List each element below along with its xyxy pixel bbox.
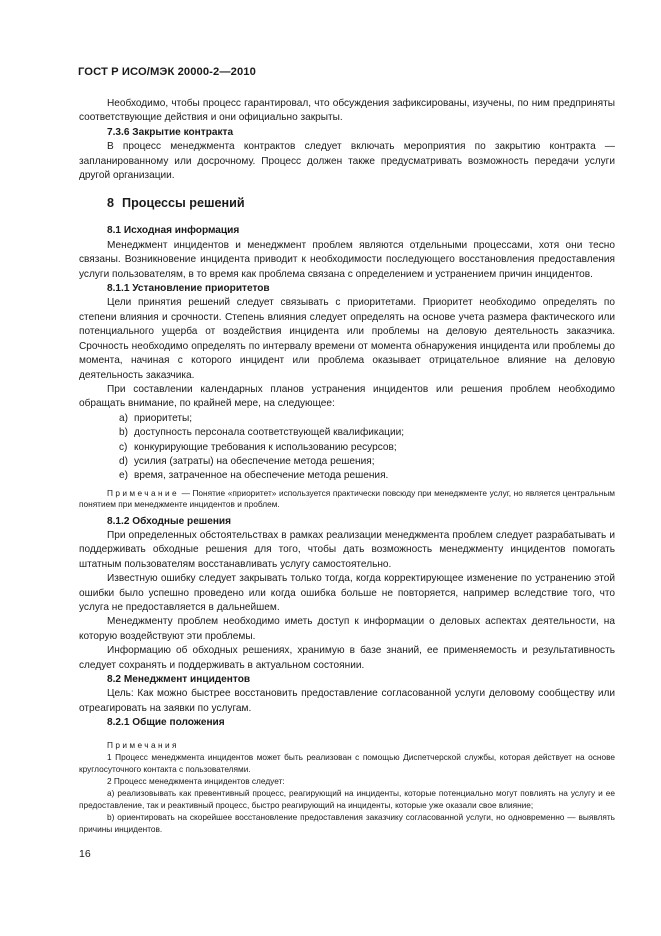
paragraph: Менеджменту проблем необходимо иметь доступ к информации о деловых аспектах деятельности, на которую воздействуют эти проблемы.: [79, 616, 615, 642]
list-item: [79, 469, 615, 483]
clause-heading: 8.1.2 Обходные решения: [107, 515, 232, 527]
list-item: [79, 455, 615, 469]
clause-heading: 8.1.1 Установление приоритетов: [107, 283, 270, 295]
paragraph: При составлении календарных планов устранения инцидентов или решения проблем необходимо обращать внимание, по крайней мере, на следующее:: [79, 383, 615, 410]
list-item-text: доступность персонала соответствующей квалификации;: [134, 427, 405, 439]
list-item-text: приоритеты;: [134, 412, 193, 424]
section-number: 8: [107, 196, 115, 211]
list-item: [79, 412, 615, 426]
list-item: [79, 426, 615, 440]
document-body: [79, 97, 615, 835]
clause-heading: 8.2 Менеджмент инцидентов: [107, 674, 251, 686]
paragraph: Известную ошибку следует закрывать только тогда, когда корректирующее изменение по устранению этой ошибки было успешно проведено или когда ошибка больше не повторяется, например вследствие того, что услуга не предоставляется в дальнейшем.: [79, 573, 615, 613]
clause-heading: 7.3.6 Закрытие контракта: [107, 126, 234, 138]
paragraph: В процесс менеджмента контрактов следует включать мероприятия по закрытию контракта — запланированному или досрочному. Процесс должен также предусматривать возможность передачи услуги другой организации.: [79, 141, 615, 182]
list-item: [79, 441, 615, 455]
note-item: 1 Процесс менеджмента инцидентов может быть реализован с помощью Диспетчерской службы, которая действует на основе круглосуточного контакта с пользователями.: [79, 751, 615, 774]
note-item: а) реализовывать как превентивный процесс, реагирующий на инциденты, которые потенциально могут повлиять на услугу и ее предоставление, так и реактивный процесс, быстро реагирующий на инциденты, которые уже оказали свое влияние;: [79, 787, 615, 810]
paragraph: При определенных обстоятельствах в рамках реализации менеджмента проблем следует разрабатывать и поддерживать обходные решения для того, чтобы дать возможность менеджменту инцидентов помогать штатным пользователям восстанавливать услугу самостоятельно.: [79, 529, 615, 570]
running-header: ГОСТ Р ИСО/МЭК 20000-2—2010: [78, 66, 256, 78]
page-number: 16: [79, 848, 91, 860]
note-item: b) ориентировать на скорейшее восстановление предоставления заказчику согласованной услуги, но одновременно — выявлять причины инцидентов.: [79, 811, 615, 834]
list-marker: b): [119, 427, 128, 439]
note-item: 2 Процесс менеджмента инцидентов следует:: [107, 775, 285, 786]
note: [79, 488, 615, 511]
paragraph: Менеджмент инцидентов и менеджмент проблем являются отдельными процессами, хотя они тесно связаны. Возникновение инцидента приводит к необходимости последующего восстановления предоставления услуги пользователям, в то время как проблема связана с определением и устранением причин инцидентов.: [79, 239, 615, 280]
clause-heading: 8.2.1 Общие положения: [107, 717, 225, 729]
list-marker: e): [119, 470, 128, 482]
section-title: Процессы решений: [122, 196, 245, 211]
list-marker: a): [119, 412, 128, 424]
list-marker: d): [119, 455, 128, 467]
paragraph: Цели принятия решений следует связывать с приоритетами. Приоритет необходимо определять по степени влияния и срочности. Степень влияния следует определять на основе учета размера фактического или потенциального ущерба от воздействия инцидента или проблемы на деловую деятельность заказчика. Срочность необходимо определять по интервалу времени от момента обнаружения инцидента или проблемы до момента, начиная с которого инцидент или проблема оказывает отрицательное влияние на деловую деятельность заказчика.: [79, 297, 615, 381]
paragraph: Цель: Как можно быстрее восстановить предоставление согласованной услуги деловому сообществу или отреагировать на заявки по услугам.: [79, 688, 615, 714]
paragraph: Необходимо, чтобы процесс гарантировал, что обсуждения зафиксированы, изучены, по ним предприняты соответствующие действия и они официально закрыты.: [79, 98, 615, 124]
subsection-heading: 8.1 Исходная информация: [107, 225, 240, 237]
note-label: Примечание: [107, 487, 180, 498]
list-item-text: конкурирующие требования к использованию ресурсов;: [134, 441, 397, 453]
list-marker: c): [119, 441, 128, 453]
list-item-text: время, затраченное на обеспечение метода решения.: [134, 470, 389, 482]
note-text: — Понятие «приоритет» используется практически повсюду при менеджменте услуг, но является центральным понятием при менеджменте инцидентов и проблем.: [79, 487, 615, 510]
section-heading: [79, 195, 615, 211]
paragraph: Информацию об обходных решениях, хранимую в базе знаний, ее применяемость и результативность следует сохранять и поддерживать в актуальном состоянии.: [79, 645, 615, 671]
notes-heading: Примечания: [107, 739, 179, 750]
list-item-text: усилия (затраты) на обеспечение метода решения;: [134, 455, 375, 467]
